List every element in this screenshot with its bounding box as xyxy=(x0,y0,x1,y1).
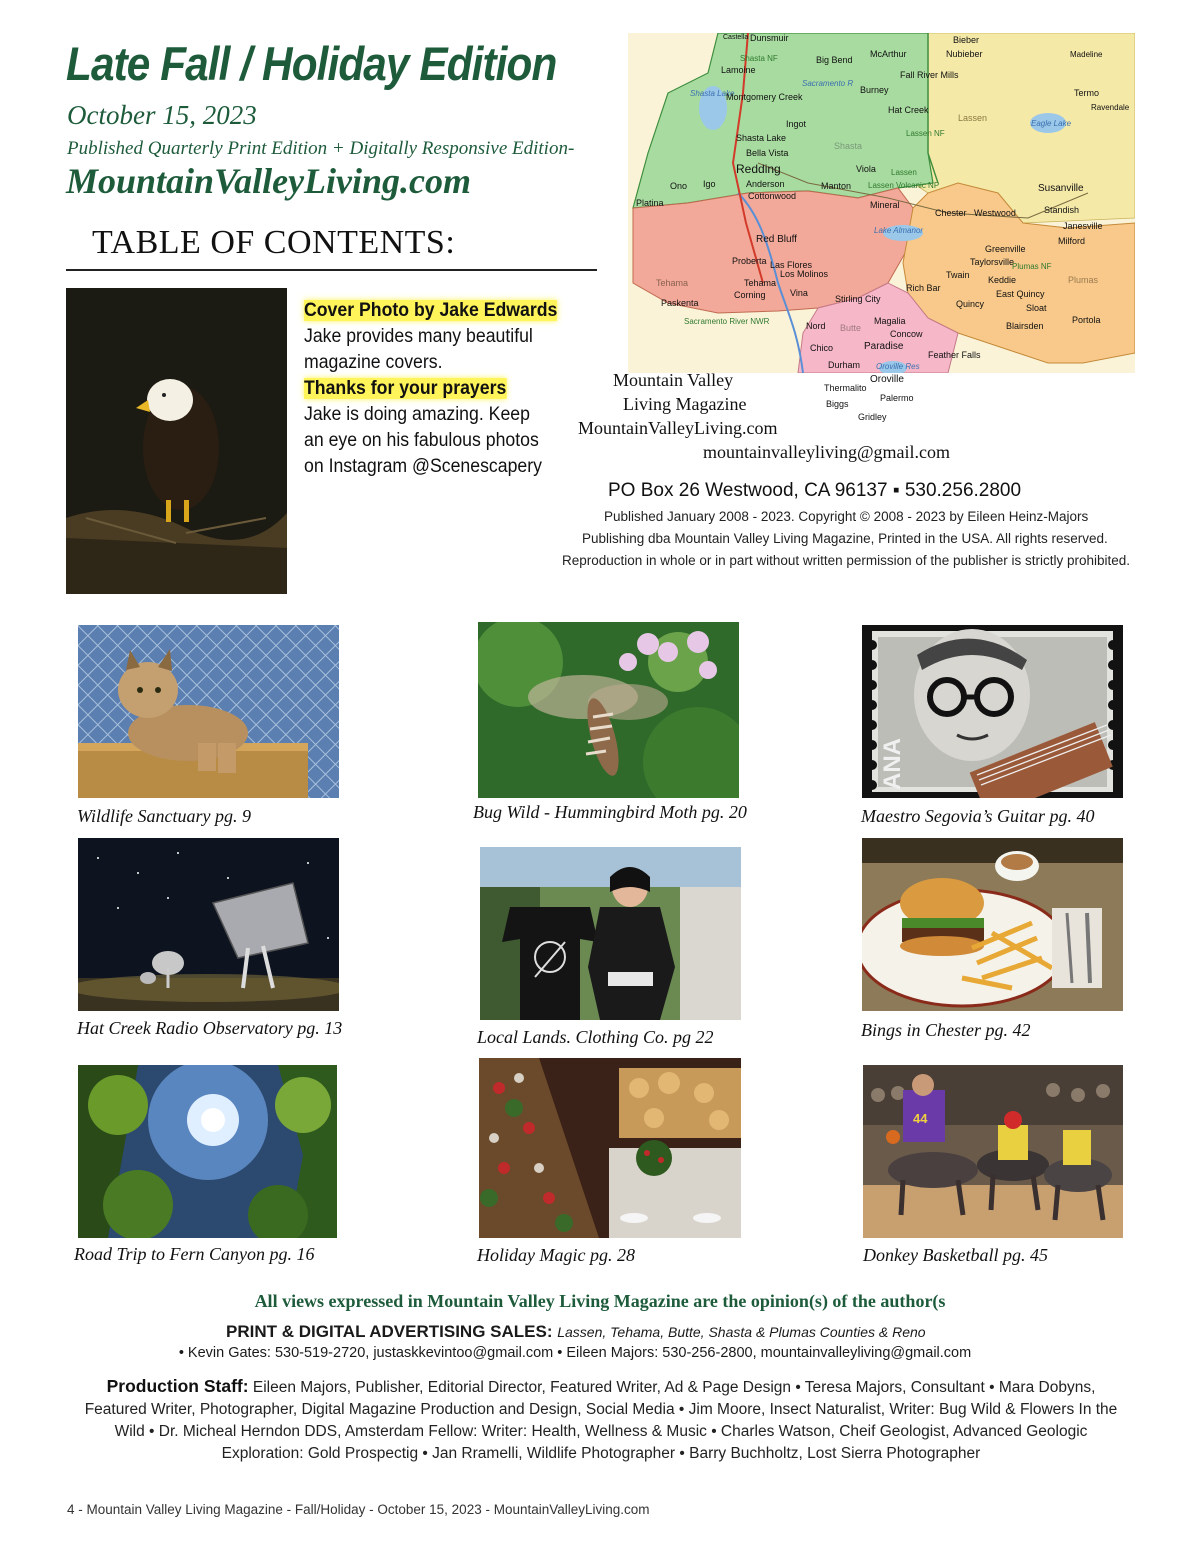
views-disclaimer: All views expressed in Mountain Valley Living Magazine are the opinion(s) of the author(s xyxy=(254,1291,946,1311)
map-label: Durham xyxy=(828,360,861,370)
masthead-email[interactable]: mountainvalleyliving@gmail.com xyxy=(703,442,951,462)
sales-heading: PRINT & DIGITAL ADVERTISING SALES: xyxy=(226,1322,553,1341)
map-label: Paskenta xyxy=(661,298,699,308)
map-label: Shasta xyxy=(834,141,863,151)
map-label: Lassen xyxy=(958,113,988,123)
map-label: Cottonwood xyxy=(748,191,797,201)
map-label: Dunsmuir xyxy=(750,33,789,43)
map-label: Shasta NF xyxy=(740,54,778,63)
map-label: Igo xyxy=(703,179,716,189)
map-label: Madeline xyxy=(1070,50,1103,59)
map-label: Burney xyxy=(860,85,889,95)
map-label: Fall River Mills xyxy=(900,70,959,80)
map-label: Janesville xyxy=(1063,221,1103,231)
map-label: Nubieber xyxy=(946,49,983,59)
map-label: Standish xyxy=(1044,205,1080,215)
cover-photo-eagle xyxy=(66,288,287,594)
page-footer: 4 - Mountain Valley Living Magazine - Fall/Holiday - October 15, 2023 - MountainValleyLiving.com xyxy=(67,1502,650,1517)
article-caption[interactable]: Bug Wild - Hummingbird Moth pg. 20 xyxy=(473,802,747,822)
masthead-name-1: Mountain Valley xyxy=(613,370,734,390)
map-label: Chester xyxy=(935,208,967,218)
map-label: Shasta Lake xyxy=(690,89,735,98)
map-label: Bieber xyxy=(953,35,980,45)
sales-areas: Lassen, Tehama, Butte, Shasta & Plumas Counties & Reno xyxy=(557,1324,926,1340)
staff-label: Production Staff: xyxy=(106,1376,249,1396)
map-label: Lassen Volcanic NP xyxy=(868,181,940,190)
cover-text-line: an eye on his fabulous photos xyxy=(304,430,539,451)
cover-text-line: Jake is doing amazing. Keep xyxy=(304,404,530,425)
map-label: Viola xyxy=(856,164,876,174)
map-label: East Quincy xyxy=(996,289,1045,299)
map-label: Termo xyxy=(1074,88,1100,98)
map-label: Plumas xyxy=(1068,275,1099,285)
map-label: Butte xyxy=(840,323,862,333)
map-label: Portola xyxy=(1072,315,1101,325)
map-label: Twain xyxy=(946,270,970,280)
cover-credit: Cover Photo by Jake Edwards xyxy=(304,300,558,321)
article-caption[interactable]: Road Trip to Fern Canyon pg. 16 xyxy=(74,1244,315,1264)
article-photo-radio-observatory[interactable] xyxy=(78,838,339,1011)
map-label: Greenville xyxy=(985,244,1026,254)
sales-contacts: • Kevin Gates: 530-519-2720, justaskkevintoo@gmail.com • Eileen Majors: 530-256-2800, mountainvalleyliving@gmail.com xyxy=(178,1345,972,1361)
map-label: Thermalito xyxy=(824,383,867,393)
cover-text-line: Jake provides many beautiful xyxy=(304,326,533,347)
edition-title: Late Fall / Holiday Edition xyxy=(66,37,557,90)
masthead-name-2: Living Magazine xyxy=(623,394,747,414)
map-label: Paradise xyxy=(864,341,904,352)
article-photo-holiday-magic[interactable] xyxy=(479,1058,741,1238)
article-caption[interactable]: Hat Creek Radio Observatory pg. 13 xyxy=(77,1018,343,1038)
map-label: Westwood xyxy=(974,208,1016,218)
map-label: Magalia xyxy=(874,316,906,326)
map-label: Tehama xyxy=(744,278,777,288)
map-label: Montgomery Creek xyxy=(726,92,803,102)
map-label: Milford xyxy=(1058,236,1086,246)
map-label: Feather Falls xyxy=(928,350,981,360)
map-label: Eagle Lake xyxy=(1031,119,1072,128)
article-caption[interactable]: Maestro Segovia’s Guitar pg. 40 xyxy=(861,806,1095,826)
article-photo-donkey-basketball[interactable] xyxy=(863,1065,1123,1238)
map-label: Susanville xyxy=(1038,183,1084,194)
map-label: Redding xyxy=(736,162,781,176)
map-label: Lamoine xyxy=(721,65,756,75)
map-label: McArthur xyxy=(870,49,907,59)
map-label: Red Bluff xyxy=(756,234,797,245)
map-label: Keddie xyxy=(988,275,1017,285)
cover-credit-block xyxy=(304,298,579,480)
copyright-line: Reproduction in whole or in part without written permission of the publisher is strictly prohibited. xyxy=(562,553,1131,568)
map-label: Lassen xyxy=(891,168,917,177)
map-label: Palermo xyxy=(880,393,914,403)
article-photo-burger[interactable] xyxy=(862,838,1123,1011)
copyright-line: Publishing dba Mountain Valley Living Magazine, Printed in the USA. All rights reserved. xyxy=(582,531,1108,546)
map-label: Rich Bar xyxy=(906,283,941,293)
map-label: Los Molinos xyxy=(780,269,829,279)
map-label: Biggs xyxy=(826,399,849,409)
map-label: Lake Almanor xyxy=(874,226,924,235)
map-label: Platina xyxy=(636,198,664,208)
map-label: Sacramento R xyxy=(802,79,854,88)
map-label: Ravendale xyxy=(1091,103,1130,112)
map-label: Shasta Lake xyxy=(736,133,787,143)
toc-title: TABLE OF CONTENTS: xyxy=(92,224,456,261)
article-photo-clothing-co[interactable] xyxy=(480,847,741,1020)
site-name: MountainValleyLiving.com xyxy=(66,161,472,201)
stamp-text: ANA xyxy=(879,738,906,790)
region-map xyxy=(628,33,1135,373)
article-caption[interactable]: Local Lands. Clothing Co. pg 22 xyxy=(477,1027,714,1047)
staff-list: Eileen Majors, Publisher, Editorial Director, Featured Writer, Ad & Page Design • Teresa Majors, Consultant • Mara Dobyns, Featured Writer, Photographer, Digital Magazine Production and Design, Social Media • Jim Moore, Insect Naturalist, Writer: Bug Wild & Flowers In the Wild • Dr. Micheal Herndon DDS, Amsterdam Fellow: Writer: Health, Wellness & Music • Charles Watson, Cheif Geologist, Advanced Geologic Exploration: Gold Prospectig • Jan Rramelli, Wildlife Photographer • Barry Buchholtz, Lost Sierra Photographer xyxy=(84,1379,1118,1462)
map-label: Taylorsville xyxy=(970,257,1015,267)
map-label: Oroville Res xyxy=(876,362,920,371)
article-caption[interactable]: Holiday Magic pg. 28 xyxy=(477,1245,635,1265)
map-label: Ingot xyxy=(786,119,807,129)
map-label: Mineral xyxy=(870,200,900,210)
article-caption[interactable]: Bings in Chester pg. 42 xyxy=(861,1020,1031,1040)
map-label: Nord xyxy=(806,321,826,331)
map-label: Quincy xyxy=(956,299,985,309)
article-caption[interactable]: Wildlife Sanctuary pg. 9 xyxy=(77,806,251,826)
map-label: Anderson xyxy=(746,179,785,189)
map-label: Gridley xyxy=(858,412,887,422)
map-label: Hat Creek xyxy=(888,105,929,115)
article-photo-fern-canyon[interactable] xyxy=(78,1065,337,1238)
map-label: Chico xyxy=(810,343,834,353)
masthead-site[interactable]: MountainValleyLiving.com xyxy=(578,418,778,438)
map-label: Blairsden xyxy=(1006,321,1044,331)
map-label: Vina xyxy=(790,288,808,298)
map-label: Ono xyxy=(670,181,688,191)
cover-text-line: magazine covers. xyxy=(304,352,443,373)
cover-text-line: on Instagram @Scenescapery xyxy=(304,456,542,477)
map-label: Big Bend xyxy=(816,55,853,65)
map-label: Sloat xyxy=(1026,303,1047,313)
map-label: Proberta xyxy=(732,256,767,266)
masthead-address: PO Box 26 Westwood, CA 96137 ▪ 530.256.2800 xyxy=(608,480,1022,501)
jersey-number: 44 xyxy=(913,1111,928,1126)
map-label: Corning xyxy=(734,290,766,300)
map-label: Lassen NF xyxy=(906,129,945,138)
toc-divider xyxy=(66,269,597,271)
copyright-line: Published January 2008 - 2023. Copyright © 2008 - 2023 by Eileen Heinz-Majors xyxy=(604,509,1089,524)
article-photo-bobcat[interactable] xyxy=(78,625,339,798)
map-label: Concow xyxy=(890,329,923,339)
article-caption[interactable]: Donkey Basketball pg. 45 xyxy=(863,1245,1048,1265)
advertising-sales xyxy=(226,1322,926,1342)
map-label: Oroville xyxy=(870,374,904,385)
published-line: Published Quarterly Print Edition + Digitally Responsive Edition- xyxy=(67,138,575,159)
cover-thanks: Thanks for your prayers xyxy=(304,378,507,399)
production-staff xyxy=(78,1375,1124,1465)
map-label: Manton xyxy=(821,181,852,191)
article-photo-segovia-stamp[interactable] xyxy=(862,625,1123,798)
map-label: Bella Vista xyxy=(746,148,789,158)
article-photo-moth[interactable] xyxy=(478,622,739,798)
map-label: Tehama xyxy=(656,278,689,288)
map-label: Castella xyxy=(723,34,749,41)
map-label: Plumas NF xyxy=(1012,262,1052,271)
map-label: Las Flores xyxy=(770,260,813,270)
map-label: Sacramento River NWR xyxy=(684,317,770,326)
issue-date: October 15, 2023 xyxy=(67,100,257,130)
map-label: Stirling City xyxy=(835,294,881,304)
